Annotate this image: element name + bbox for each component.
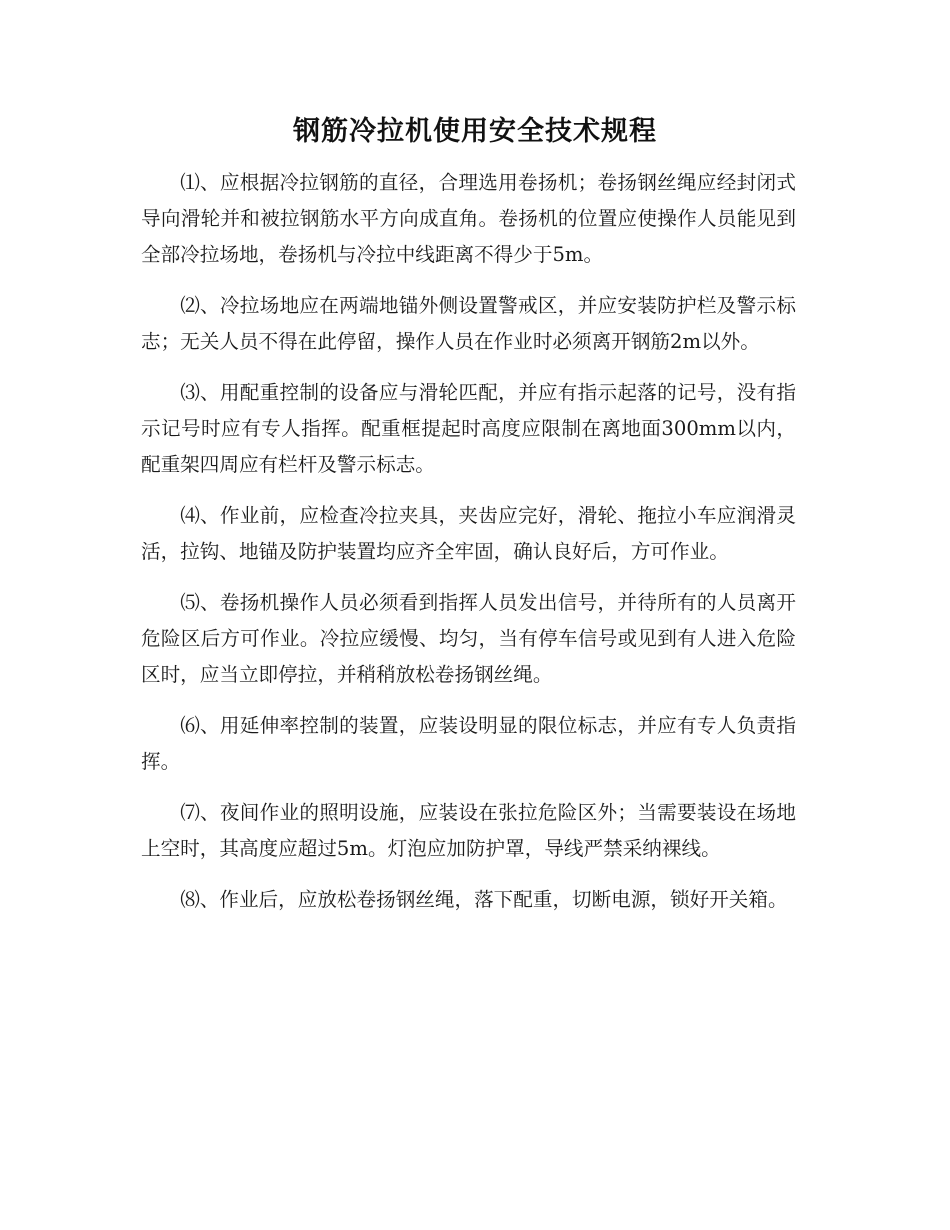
paragraph-8: ⑻、作业后，应放松卷扬钢丝绳，落下配重，切断电源，锁好开关箱。: [180, 888, 788, 911]
paragraph-3: ⑶、用配重控制的设备应与滑轮匹配，并应有指示起落的记号，没有指示记号时应有专人指挥。配重框提起时高度应限制在离地面300mm以内，配重架四周应有栏杆及警示标志。: [141, 381, 796, 476]
document-body: [141, 165, 796, 918]
paragraph-1: ⑴、应根据冷拉钢筋的直径，合理选用卷扬机；卷扬钢丝绳应经封闭式导向滑轮并和被拉钢筋水平方向成直角。卷扬机的位置应使操作人员能见到全部冷拉场地，卷扬机与冷拉中线距离不得少于5m。: [141, 171, 796, 266]
paragraph-4: ⑷、作业前，应检查冷拉夹具，夹齿应完好，滑轮、拖拉小车应润滑灵活，拉钩、地锚及防护装置均应齐全牢固，确认良好后，方可作业。: [141, 504, 796, 563]
paragraph-5: ⑸、卷扬机操作人员必须看到指挥人员发出信号，并待所有的人员离开危险区后方可作业。冷拉应缓慢、均匀，当有停车信号或见到有人进入危险区时，应当立即停拉，并稍稍放松卷扬钢丝绳。: [141, 591, 796, 686]
paragraph-2: ⑵、冷拉场地应在两端地锚外侧设置警戒区，并应安装防护栏及警示标志；无关人员不得在此停留，操作人员在作业时必须离开钢筋2m以外。: [141, 294, 796, 353]
paragraph-6: ⑹、用延伸率控制的装置，应装设明显的限位标志，并应有专人负责指挥。: [141, 714, 796, 773]
document-title: 钢筋冷拉机使用安全技术规程: [293, 116, 657, 147]
paragraph-7: ⑺、夜间作业的照明设施，应装设在张拉危险区外；当需要装设在场地上空时，其高度应超过5m。灯泡应加防护罩，导线严禁采纳裸线。: [141, 801, 796, 860]
